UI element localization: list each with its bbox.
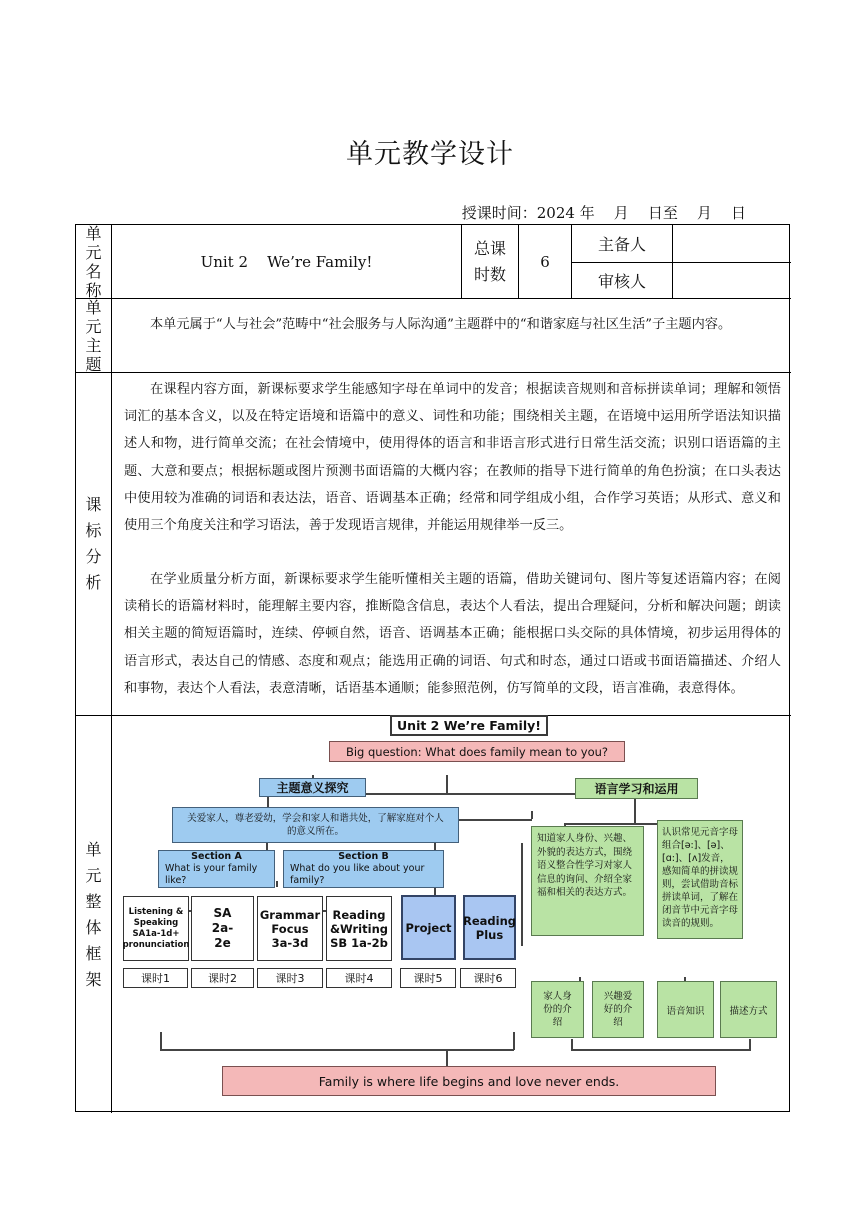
period-3: 课时3 bbox=[257, 968, 323, 988]
lead-preparer-value bbox=[673, 225, 791, 262]
lang-item-hobbies: 兴趣爱好的介绍 bbox=[592, 981, 644, 1038]
period-5: 课时5 bbox=[400, 968, 456, 988]
language-left-desc: 知道家人身份、兴趣、外貌的表达方式，围绕语义整合性学习对家人信息的询问、介绍全家福和相关的表达方式。 bbox=[531, 826, 644, 936]
curriculum-analysis-label: 课 标 分 析 bbox=[85, 495, 102, 592]
period-1: 课时1 bbox=[123, 968, 188, 988]
lang-item-family-identity: 家人身份的介绍 bbox=[531, 981, 584, 1038]
lesson-6-box: Reading Plus bbox=[463, 895, 516, 960]
lang-item-phonetics: 语音知识 bbox=[657, 981, 714, 1038]
theme-explore-box: 主题意义探究 bbox=[259, 778, 366, 797]
curriculum-analysis-p2: 在学业质量分析方面，新课标要求学生能听懂相关主题的语篇，借助关键词句、图片等复述语篇内容；在阅读稍长的语篇材料时，能理解主要内容，推断隐含信息，表达个人看法，提出合理疑问，分析和解决问题；朗读相关主题的简短语篇时，连续、停顿自然，语音、语调基本正确；能根据口头交际的具体情境，初步运用得体的语言形式，表达自己的情感、态度和观点；能选用正确的词语、句式和时态，通过口语或书面语篇描述、介绍人和事物，表达个人看法，表意清晰，话语基本通顺；能参照范例，仿写简单的文段，语言准确，表意得体。 bbox=[124, 572, 781, 696]
total-hours-value: 6 bbox=[540, 252, 550, 271]
lesson-3-box: Grammar Focus 3a-3d bbox=[257, 896, 323, 961]
lead-preparer-label: 主备人 bbox=[597, 235, 646, 254]
language-right-desc: 认识常见元音字母组合[ə:]、[ə]、[ɑ:]、[ʌ]发音，感知简单的拼读规则，尝试借助音标拼读单词，了解在闭音节中元音字母读音的规则。 bbox=[657, 820, 743, 939]
lang-item-description: 描述方式 bbox=[720, 981, 777, 1038]
teaching-time-line: 授课时间：2024 年 月 日至 月 日 bbox=[461, 204, 746, 222]
period-4: 课时4 bbox=[326, 968, 392, 988]
section-a-box: Section A What is your family like? bbox=[158, 850, 275, 888]
unit-framework-diagram bbox=[111, 715, 791, 1111]
curriculum-analysis-p1: 在课程内容方面，新课标要求学生能感知字母在单词中的发音；根据读音规则和音标拼读单词；理解和领悟词汇的基本含义，以及在特定语境和语篇中的意义、词性和功能；围绕相关主题，在语境中运用所学语法知识描述人和物，进行简单交流；在社会情境中，使用得体的语言和非语言形式进行日常生活交流；识别口语语篇的主题、大意和要点；根据标题或图片预测书面语篇的大概内容；在教师的指导下进行简单的角色扮演；在口头表达中使用较为准确的词语和表达法，语音、语调基本正确；经常和同学组成小组，合作学习英语；从形式、意义和使用三个角度关注和学习语法，善于发现语言规律，并能运用规律举一反三。 bbox=[124, 382, 781, 534]
language-learning-box: 语言学习和运用 bbox=[575, 778, 698, 799]
unit-design-table bbox=[75, 224, 790, 1112]
theme-description-box: 关爱家人，尊老爱幼，学会和家人和谐共处，了解家庭对个人的意义所在。 bbox=[172, 807, 459, 843]
period-6: 课时6 bbox=[460, 968, 516, 988]
big-question-box: Big question: What does family mean to you? bbox=[329, 741, 625, 762]
unit-theme-text: 本单元属于“人与社会”范畴中“社会服务与人际沟通”主题群中的“和谐家庭与社区生活”子主题内容。 bbox=[150, 317, 732, 332]
unit-name-label: 单 元 名 称 bbox=[85, 223, 102, 300]
section-b-box: Section B What do you like about your family? bbox=[283, 850, 444, 888]
unit-theme-label: 单 元 主 题 bbox=[85, 297, 102, 374]
period-2: 课时2 bbox=[191, 968, 254, 988]
conclusion-box: Family is where life begins and love never ends. bbox=[222, 1066, 716, 1096]
lesson-4-box: Reading &Writing SB 1a-2b bbox=[326, 896, 392, 961]
lesson-2-box: SA 2a-2e bbox=[191, 896, 254, 961]
lesson-5-box: Project bbox=[401, 895, 456, 960]
reviewer-value bbox=[673, 263, 791, 298]
reviewer-label: 审核人 bbox=[597, 272, 646, 291]
total-hours-label: 总课时数 bbox=[473, 238, 506, 284]
unit-name-value: Unit 2 We’re Family! bbox=[200, 252, 373, 271]
lesson-1-box: Listening & Speaking SA1a-1d+ pronunciation bbox=[123, 896, 189, 961]
page-title: 单元教学设计 bbox=[346, 139, 514, 170]
framework-label: 单 元 整 体 框 架 bbox=[85, 839, 102, 989]
diagram-unit-title: Unit 2 We’re Family! bbox=[390, 715, 548, 736]
